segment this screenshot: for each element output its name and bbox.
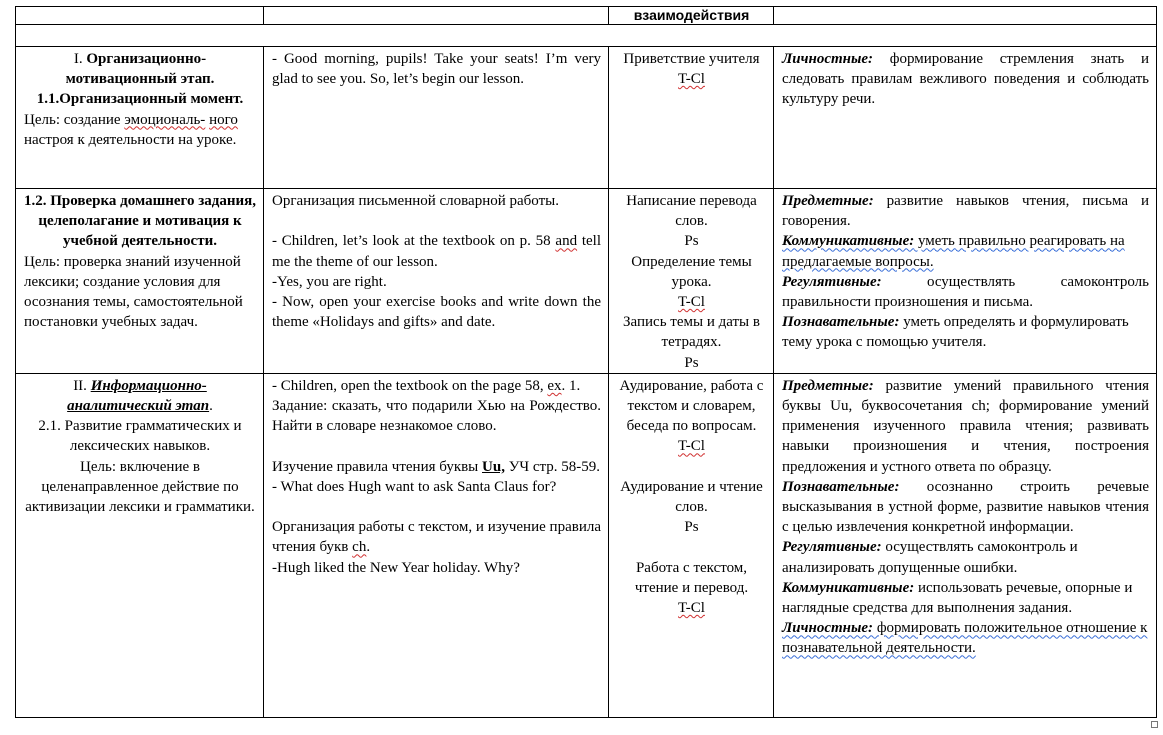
- teacher-text: - Now, open your exercise books and write down the theme «Holidays and gifts» and date.: [272, 294, 601, 331]
- header-interaction: взаимодействия: [609, 7, 774, 25]
- header-cell-teacher: [264, 7, 609, 25]
- result-item: Предметные: развитие навыков чтения, письма и говорения.: [782, 193, 1149, 230]
- activity-text: Написание перевода слов.: [626, 193, 757, 230]
- stage-title: II. Информационно-аналитический этап.: [67, 377, 213, 415]
- teacher-text: Задание: сказать, что подарили Хью на Рождество. Найти в словаре незнакомое слово.: [272, 398, 601, 435]
- activity-mode: Ps: [684, 519, 699, 536]
- lesson-plan-table: [15, 6, 1157, 718]
- stage-goal: Цель: включение в целенаправленное действие по активизации лексики и грамматики.: [25, 458, 255, 516]
- result-item: Личностные: формировать положительное отношение к познавательной деятельности.: [782, 620, 1148, 657]
- teacher-cell: [264, 373, 609, 717]
- spacer-cell: [16, 25, 1157, 47]
- result-item: Предметные: развитие умений правильного чтения буквы Uu, буквосочетания ch; формирование умений применения изученного правила чтения; развивать навыки произношения и чтения, построения предложения и устного ответа по образцу.: [782, 377, 1149, 475]
- teacher-text: Организация работы с текстом, и изучение правила чтения букв ch.: [272, 519, 601, 556]
- stage-cell: [16, 373, 264, 717]
- results-cell: [774, 189, 1157, 374]
- teacher-cell: [264, 47, 609, 189]
- stage-subtitle: 1.1.Организационный момент.: [36, 91, 244, 108]
- result-item: Познавательные: уметь определять и формулировать тему урока с помощью учителя.: [782, 314, 1129, 351]
- teacher-text: - What does Hugh want to ask Santa Claus for?: [272, 478, 557, 495]
- header-row: [16, 7, 1157, 25]
- results-cell: [774, 47, 1157, 189]
- stage-title: 1.2. Проверка домашнего задания, целеполагание и мотивация к учебной деятельности.: [24, 193, 256, 250]
- activity-mode: T-Cl: [678, 71, 705, 88]
- activity-text: Работа с текстом, чтение и перевод.: [634, 559, 749, 596]
- activity-mode: T-Cl: [678, 294, 705, 311]
- activity-text: Аудирование и чтение слов.: [620, 478, 763, 516]
- stage-title: I. Организационно-мотивационный этап.: [65, 51, 215, 88]
- result-item: Личностные: формирование стремления знать и следовать правилам вежливого поведения и соблюдать культуру речи.: [782, 51, 1149, 108]
- stage-goal: Цель: проверка знаний изученной лексики; создание условия для осознания темы, самостоятельной постановки учебных задач.: [24, 253, 243, 331]
- table-resize-handle[interactable]: [1151, 721, 1158, 728]
- teacher-text: Организация письменной словарной работы.: [272, 193, 559, 209]
- header-cell-results: [774, 7, 1157, 25]
- activity-mode: Ps: [684, 354, 699, 371]
- table-row: [16, 373, 1157, 717]
- activity-cell: [609, 373, 774, 717]
- activity-cell: [609, 189, 774, 374]
- spacer-row: [16, 25, 1157, 47]
- teacher-text: -Hugh liked the New Year holiday. Why?: [272, 559, 520, 576]
- teacher-text: - Children, open the textbook on the page 58, ex. 1.: [272, 377, 581, 394]
- result-item: Регулятивные: осуществлять самоконтроль правильности произношения и письма.: [782, 273, 1149, 311]
- activity-mode: Ps: [684, 233, 699, 250]
- activity-text: Аудирование, работа с текстом и словарем, беседа по вопросам.: [619, 377, 764, 435]
- result-item: Познавательные: осознанно строить речевые высказывания в устной форме, развитие навыков чтения с целью извлечения конкретной информации.: [782, 478, 1149, 536]
- table-row: [16, 189, 1157, 374]
- stage-cell: [16, 47, 264, 189]
- result-item: Коммуникативные: уметь правильно реагировать на предлагаемые вопросы.: [782, 233, 1125, 270]
- activity-mode: T-Cl: [678, 600, 705, 617]
- stage-goal: Цель: создание эмоциональ- ного настроя к деятельности на уроке.: [24, 111, 238, 148]
- activity-text: Запись темы и даты в тетрадях.: [623, 314, 760, 351]
- teacher-text: - Children, let’s look at the textbook on p. 58 and tell me the theme of our lesson.: [272, 233, 601, 270]
- teacher-cell: [264, 189, 609, 374]
- teacher-text: Изучение правила чтения буквы Uu, УЧ стр. 58-59.: [272, 458, 600, 475]
- results-cell: [774, 373, 1157, 717]
- header-cell-stage: [16, 7, 264, 25]
- table-row: [16, 47, 1157, 189]
- activity-text: Приветствие учителя: [623, 51, 760, 67]
- teacher-text: -Yes, you are right.: [272, 273, 387, 290]
- result-item: Регулятивные: осуществлять самоконтроль и анализировать допущенные ошибки.: [782, 539, 1078, 576]
- activity-cell: [609, 47, 774, 189]
- stage-subtitle: 2.1. Развитие грамматических и лексических навыков.: [38, 418, 242, 455]
- teacher-text: - Good morning, pupils! Take your seats! I’m very glad to see you. So, let’s begin our lesson.: [272, 51, 601, 88]
- activity-mode: T-Cl: [678, 438, 705, 455]
- stage-cell: [16, 189, 264, 374]
- result-item: Коммуникативные: использовать речевые, опорные и наглядные средства для выполнения задания.: [782, 579, 1133, 617]
- activity-text: Определение темы урока.: [631, 253, 752, 290]
